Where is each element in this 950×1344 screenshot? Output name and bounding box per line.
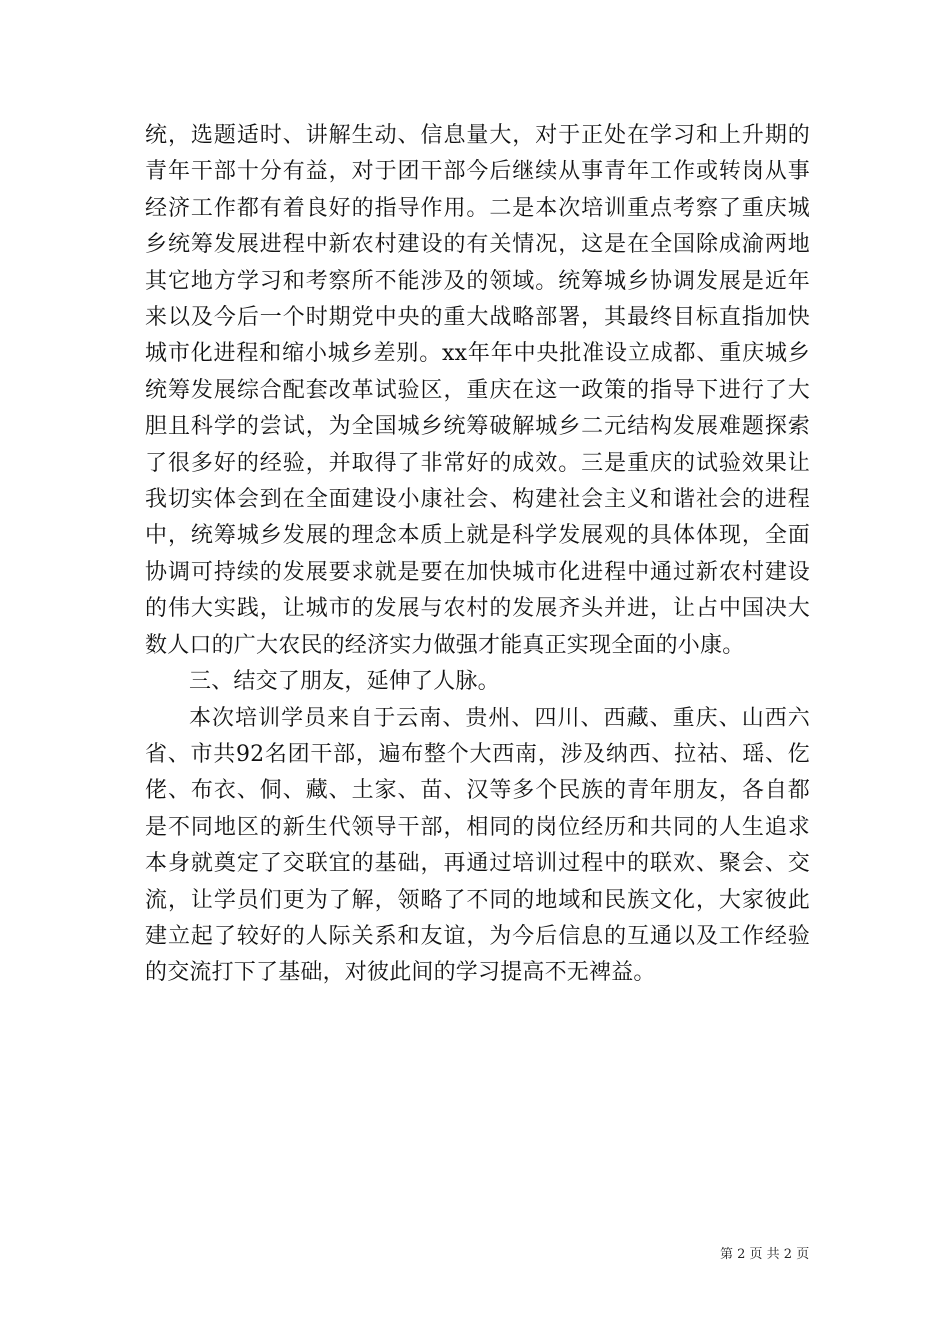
document-body xyxy=(145,118,810,992)
page-number-label: 第 2 页 共 2 页 xyxy=(720,1247,810,1262)
section-heading: 三、结交了朋友，延伸了人脉。 xyxy=(189,669,500,695)
paragraph-continuation: 统，选题适时、讲解生动、信息量大，对于正处在学习和上升期的青年干部十分有益，对于团干部今后继续从事青年工作或转岗从事经济工作都有着良好的指导作用。二是本次培训重点考察了重庆城乡统筹发展进程中新农村建设的有关情况，这是在全国除成渝两地其它地方学习和考察所不能涉及的领域。统筹城乡协调发展是近年来以及今后一个时期党中央的重大战略部署，其最终目标直指加快城市化进程和缩小城乡差别。xx年年中央批准设立成都、重庆城乡统筹发展综合配套改革试验区，重庆在这一政策的指导下进行了大胆且科学的尝试，为全国城乡统筹破解城乡二元结构发展难题探索了很多好的经验，并取得了非常好的成效。三是重庆的试验效果让我切实体会到在全面建设小康社会、构建社会主义和谐社会的进程中，统筹城乡发展的理念本质上就是科学发展观的具体体现，全面协调可持续的发展要求就是要在加快城市化进程中通过新农村建设的伟大实践，让城市的发展与农村的发展齐头并进，让占中国决大数人口的广大农民的经济实力做强才能真正实现全面的小康。 xyxy=(145,123,810,658)
paragraph-friends: 本次培训学员来自于云南、贵州、四川、西藏、重庆、山西六省、市共92名团干部，遍布整个大西南，涉及纳西、拉祜、瑶、仡佬、布衣、侗、藏、土家、苗、汉等多个民族的青年朋友，各自都是不同地区的新生代领导干部，相同的岗位经历和共同的人生追求本身就奠定了交联宜的基础，再通过培训过程中的联欢、聚会、交流，让学员们更为了解，领略了不同的地域和民族文化，大家彼此建立起了较好的人际关系和友谊，为今后信息的互通以及工作经验的交流打下了基础，对彼此间的学习提高不无裨益。 xyxy=(145,705,810,986)
page-footer xyxy=(720,1247,809,1263)
